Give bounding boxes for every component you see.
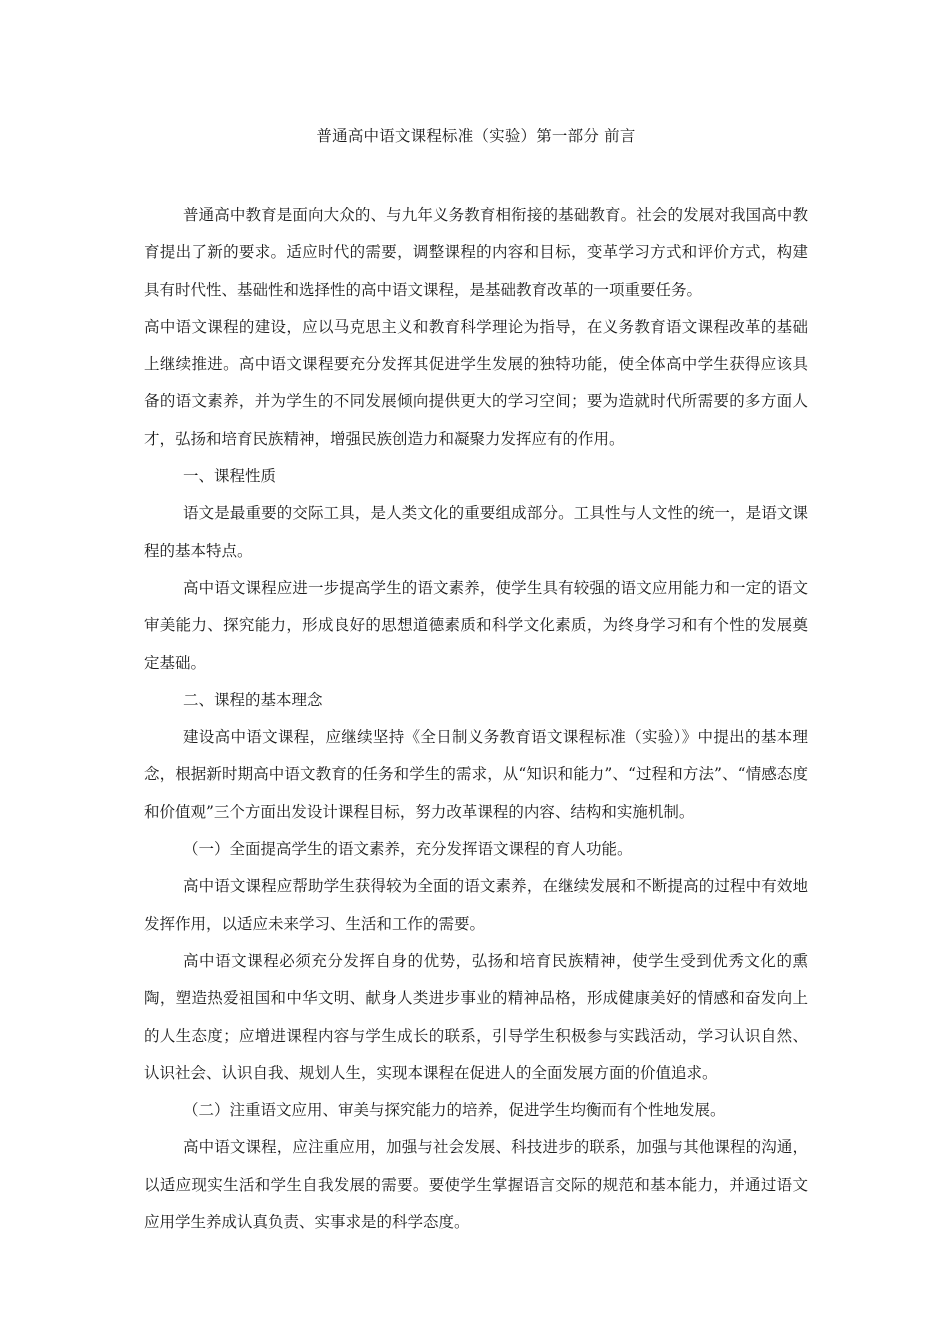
subheading-literacy: （一）全面提高学生的语文素养，充分发挥语文课程的育人功能。 bbox=[183, 840, 633, 859]
paragraph-nature-2: 高中语文课程应进一步提高学生的语文素养，使学生具有较强的语文应用能力和一定的语文审美能力、探究能力，形成良好的思想道德素质和科学文化素质，为终身学习和有个性的发展奠定基础。 bbox=[144, 578, 808, 672]
paragraph-intro: 普通高中教育是面向大众的、与九年义务教育相衔接的基础教育。社会的发展对我国高中教育提出了新的要求。适应时代的需要，调整课程的内容和目标，变革学习方式和评价方式，构建具有时代性、基础性和选择性的高中语文课程，是基础教育改革的一项重要任务。 bbox=[144, 206, 808, 299]
paragraph-literacy-1: 高中语文课程应帮助学生获得较为全面的语文素养，在继续发展和不断提高的过程中有效地发挥作用，以适应未来学习、生活和工作的需要。 bbox=[144, 877, 808, 933]
paragraph-application: 高中语文课程，应注重应用，加强与社会发展、科技进步的联系，加强与其他课程的沟通，以适应现实生活和学生自我发展的需要。要使学生掌握语言交际的规范和基本能力，并通过语文应用学生养成认真负责、实事求是的科学态度。 bbox=[144, 1138, 808, 1232]
document-body bbox=[144, 197, 808, 1241]
paragraph-concepts: 建设高中语文课程，应继续坚持《全日制义务教育语文课程标准（实验）》中提出的基本理念，根据新时期高中语文教育的任务和学生的需求，从“知识和能力”、“过程和方法”、“情感态度和价值观”三个方面出发设计课程目标，努力改革课程的内容、结构和实施机制。 bbox=[144, 728, 808, 821]
paragraph-nature-1: 语文是最重要的交际工具，是人类文化的重要组成部分。工具性与人文性的统一，是语文课程的基本特点。 bbox=[144, 504, 808, 560]
paragraph-construction: 高中语文课程的建设，应以马克思主义和教育科学理论为指导，在义务教育语文课程改革的基础上继续推进。高中语文课程要充分发挥其促进学生发展的独特功能，使全体高中学生获得应该具备的语文素养，并为学生的不同发展倾向提供更大的学习空间；要为造就时代所需要的多方面人才，弘扬和培育民族精神，增强民族创造力和凝聚力发挥应有的作用。 bbox=[144, 317, 808, 448]
document-title: 普通高中语文课程标准（实验）第一部分 前言 bbox=[316, 127, 636, 145]
section-heading-concepts: 二、课程的基本理念 bbox=[183, 690, 323, 709]
section-heading-nature: 一、课程性质 bbox=[183, 467, 277, 486]
subheading-application: （二）注重语文应用、审美与探究能力的培养，促进学生均衡而有个性地发展。 bbox=[183, 1101, 726, 1120]
paragraph-literacy-2: 高中语文课程必须充分发挥自身的优势，弘扬和培育民族精神，使学生受到优秀文化的熏陶，塑造热爱祖国和中华文明、献身人类进步事业的精神品格，形成健康美好的情感和奋发向上的人生态度；应增进课程内容与学生成长的联系，引导学生积极参与实践活动，学习认识自然、认识社会、认识自我、规划人生，实现本课程在促进人的全面发展方面的价值追求。 bbox=[144, 951, 808, 1082]
